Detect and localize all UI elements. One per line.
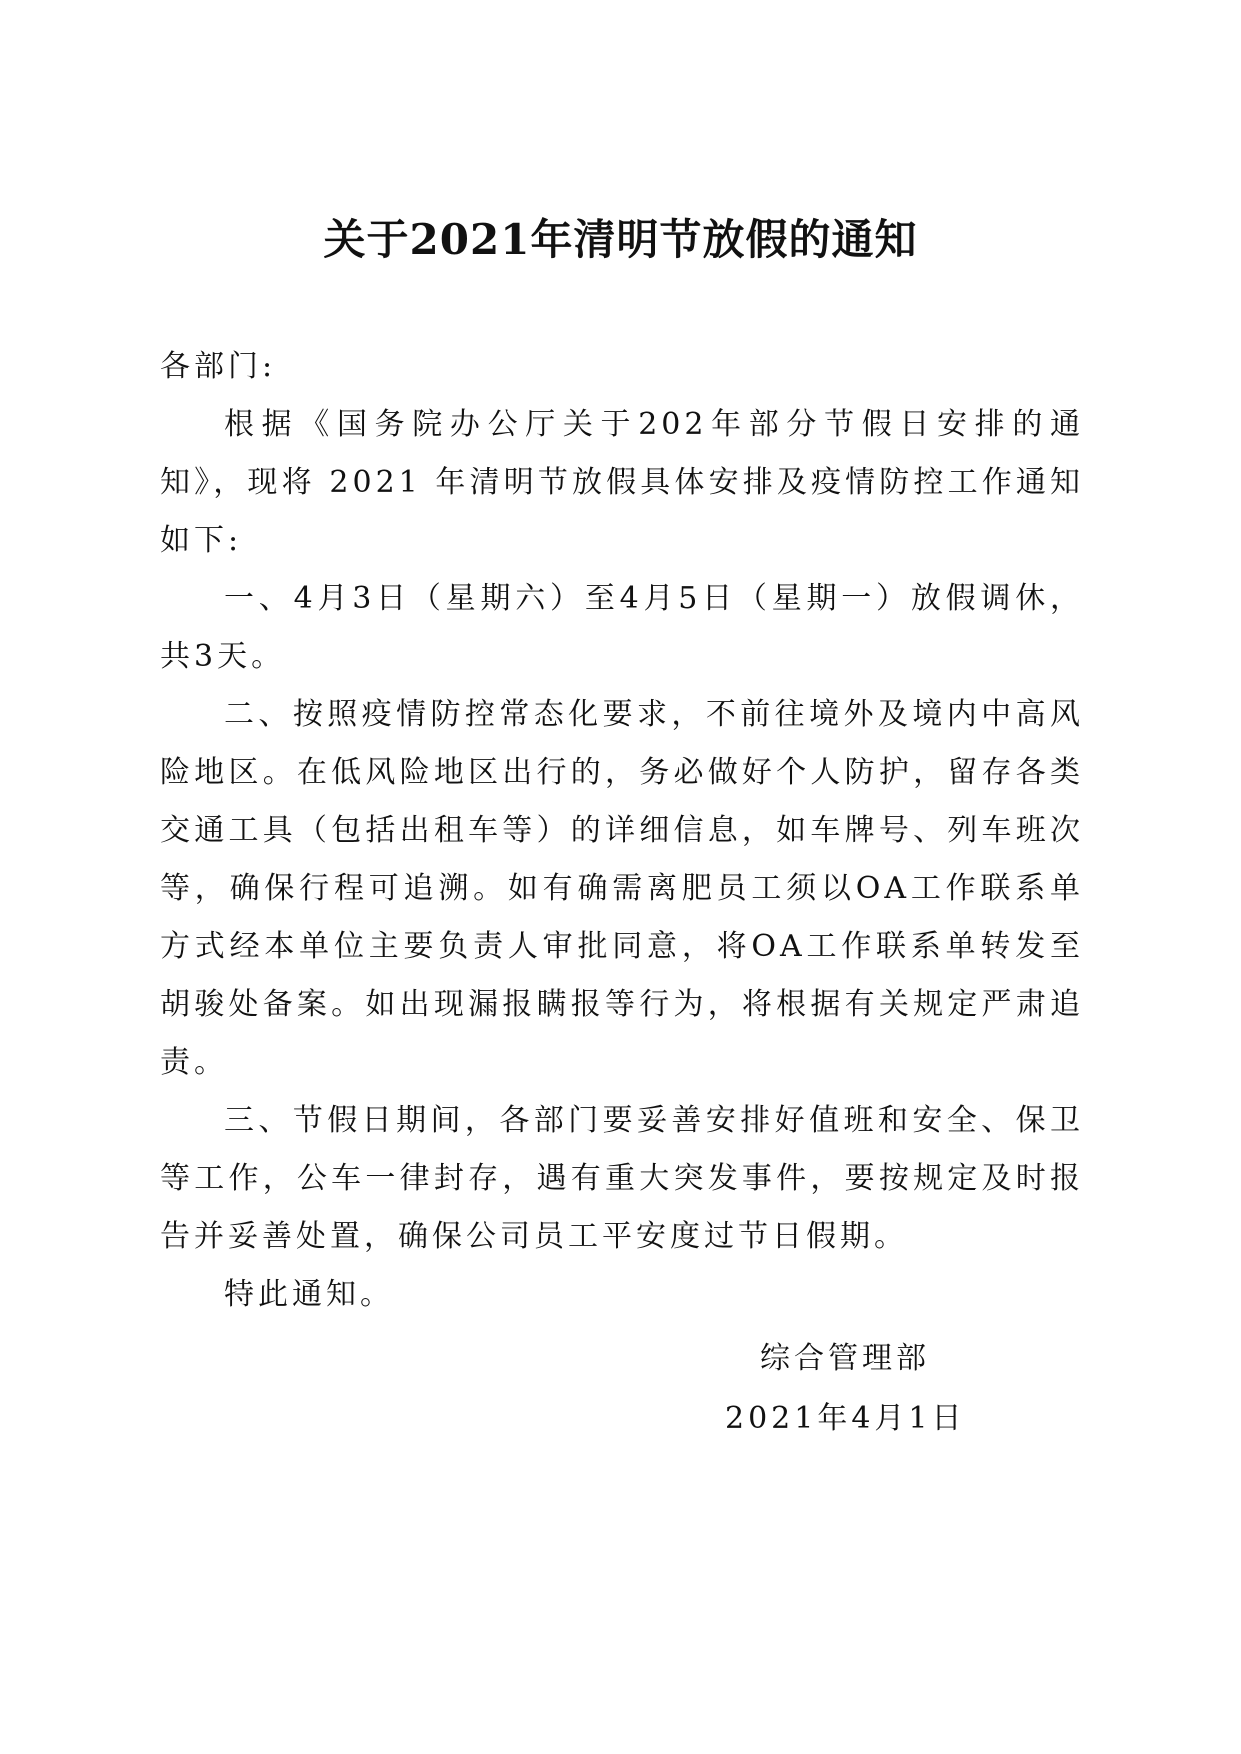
document-title: 关于2021年清明节放假的通知 — [323, 215, 918, 264]
signature-department: 综合管理部 — [760, 1341, 930, 1376]
signature-date: 2021年4月1日 — [725, 1401, 966, 1436]
closing-line: 特此通知。 — [224, 1277, 394, 1312]
paragraph-item-1: 一、4月3日（星期六）至4月5日（星期一）放假调休，共3天。 — [160, 581, 1084, 674]
paragraph-intro: 根据《国务院办公厅关于202年部分节假日安排的通知》，现将 2021 年清明节放假具体安排及疫情防控工作通知如下: — [160, 407, 1084, 558]
salutation: 各部门: — [160, 349, 277, 384]
paragraph-item-2: 二、按照疫情防控常态化要求，不前往境外及境内中高风险地区。在低风险地区出行的，务必做好个人防护，留存各类交通工具（包括出租车等）的详细信息，如车牌号、列车班次等，确保行程可追溯。如有确需离肥员工须以OA工作联系单方式经本单位主要负责人审批同意，将OA工作联系单转发至胡骏处备案。如出现漏报瞒报等行为，将根据有关规定严肃追责。 — [160, 697, 1084, 1080]
paragraph-item-3: 三、节假日期间，各部门要妥善安排好值班和安全、保卫等工作，公车一律封存，遇有重大突发事件，要按规定及时报告并妥善处置，确保公司员工平安度过节日假期。 — [160, 1103, 1084, 1254]
document-body — [160, 338, 1084, 1324]
